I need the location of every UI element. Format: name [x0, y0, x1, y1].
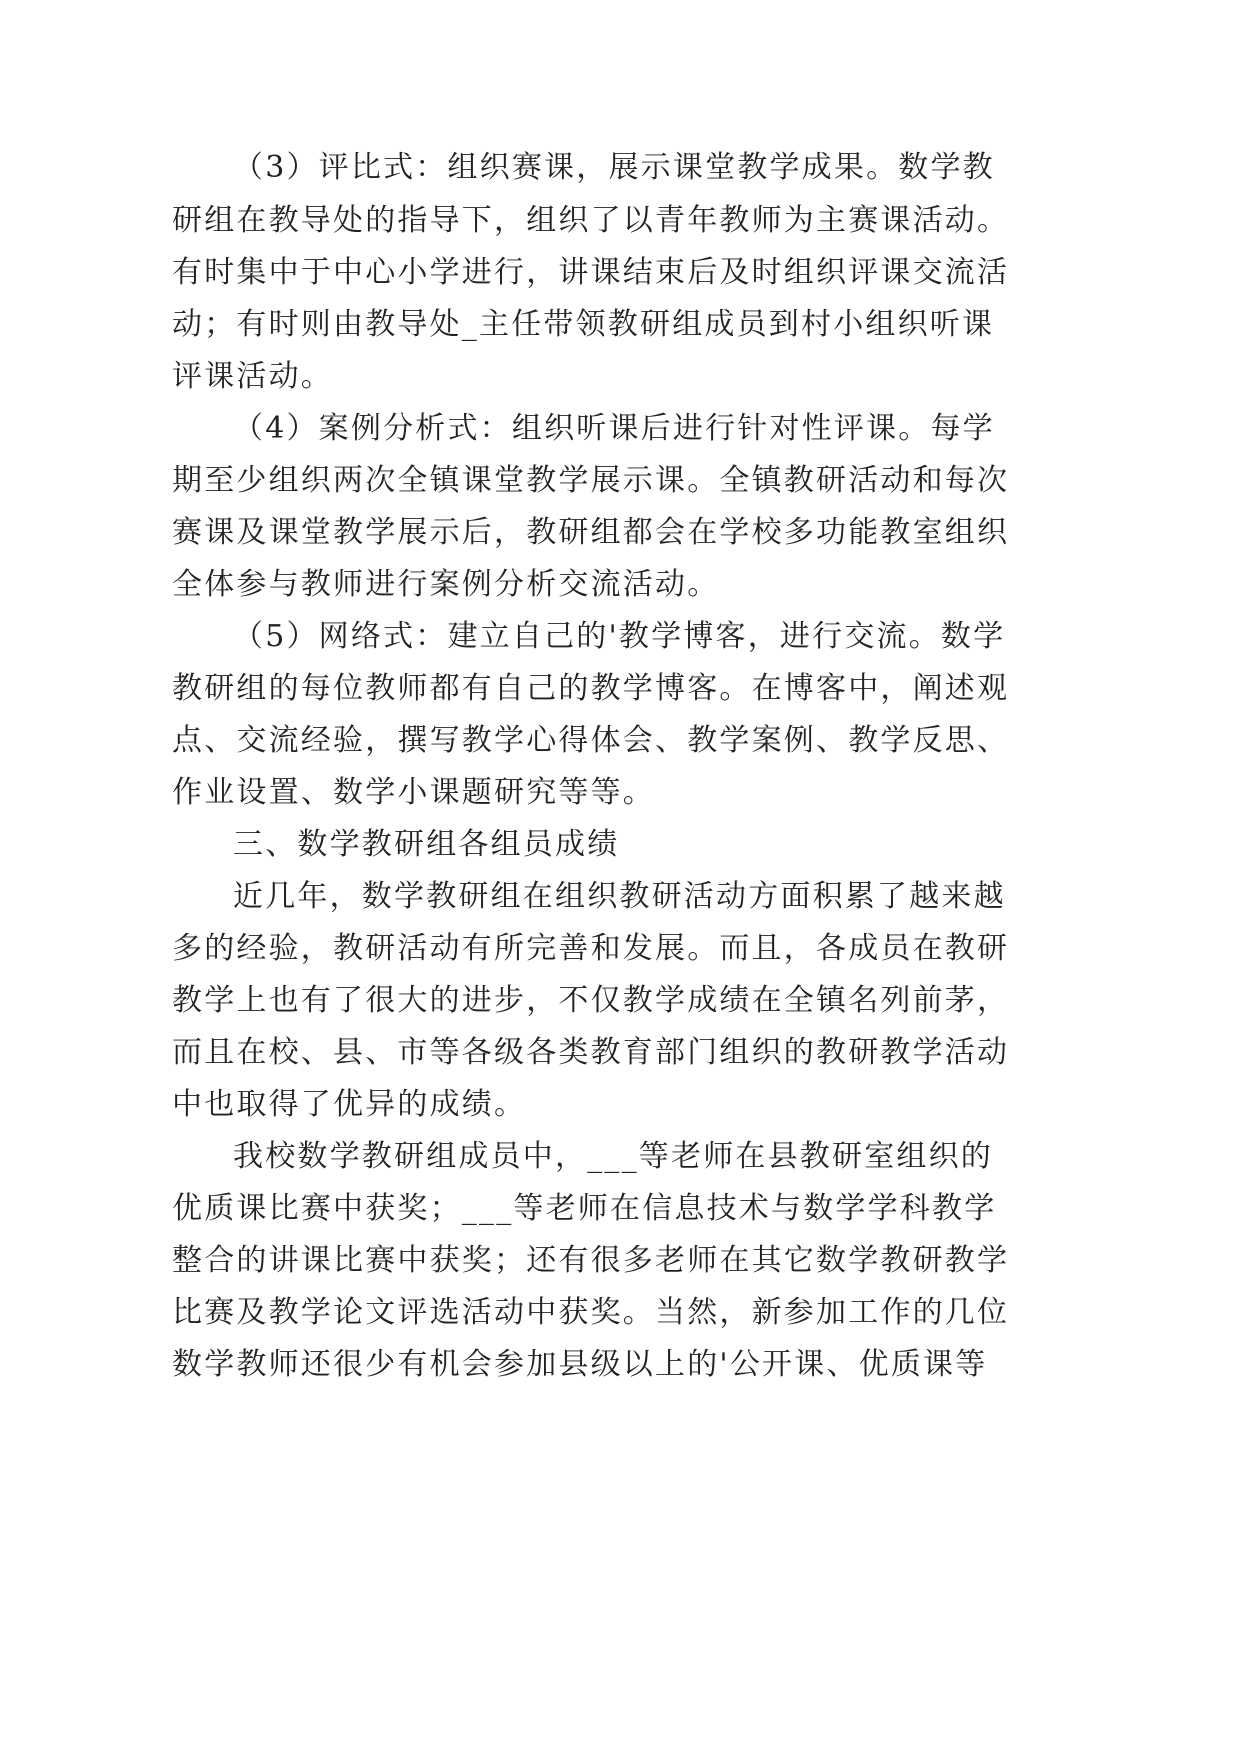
- text-line: 教研组的每位教师都有自己的教学博客。在博客中，阐述观: [172, 671, 1010, 706]
- text-line: 比赛及教学论文评选活动中获奖。当然，新参加工作的几位: [172, 1295, 1010, 1330]
- text-line: 评课活动。: [172, 359, 333, 394]
- text-line: 赛课及课堂教学展示后，教研组都会在学校多功能教室组织: [172, 515, 1010, 550]
- text-line: 作业设置、数学小课题研究等等。: [172, 775, 655, 810]
- text-line: 近几年，数学教研组在组织教研活动方面积累了越来越: [233, 879, 1006, 914]
- text-line: 数学教师还很少有机会参加县级以上的'公开课、优质课等: [172, 1347, 988, 1382]
- text-line: 研组在教导处的指导下，组织了以青年教师为主赛课活动。: [172, 203, 1010, 238]
- text-line: 而且在校、县、市等各级各类教育部门组织的教研教学活动: [172, 1035, 1010, 1070]
- text-line: 期至少组织两次全镇课堂教学展示课。全镇教研活动和每次: [172, 463, 1010, 498]
- text-line: 整合的讲课比赛中获奖；还有很多老师在其它数学教研教学: [172, 1243, 1010, 1278]
- text-line: 中也取得了优异的成绩。: [172, 1087, 527, 1122]
- text-line: 多的经验，教研活动有所完善和发展。而且，各成员在教研: [172, 931, 1010, 966]
- text-line: 有时集中于中心小学进行，讲课结束后及时组织评课交流活: [172, 255, 1010, 290]
- text-line: 全体参与教师进行案例分析交流活动。: [172, 567, 720, 602]
- text-line: （4）案例分析式：组织听课后进行针对性评课。每学: [233, 411, 995, 446]
- text-line: （3）评比式：组织赛课，展示课堂教学成果。数学教: [233, 150, 995, 185]
- text-line: 点、交流经验，撰写教学心得体会、教学案例、教学反思、: [172, 723, 1010, 758]
- text-line: 动；有时则由教导处_主任带领教研组成员到村小组织听课: [172, 307, 995, 342]
- text-line: 优质课比赛中获奖；___等老师在信息技术与数学学科教学: [172, 1191, 997, 1226]
- text-line: 我校数学教研组成员中，___等老师在县教研室组织的: [233, 1139, 993, 1174]
- text-line: 教学上也有了很大的进步，不仅教学成绩在全镇名列前茅，: [172, 983, 1010, 1018]
- text-line: （5）网络式：建立自己的'教学博客，进行交流。数学: [233, 619, 1006, 654]
- section-heading: 三、数学教研组各组员成绩: [233, 827, 620, 862]
